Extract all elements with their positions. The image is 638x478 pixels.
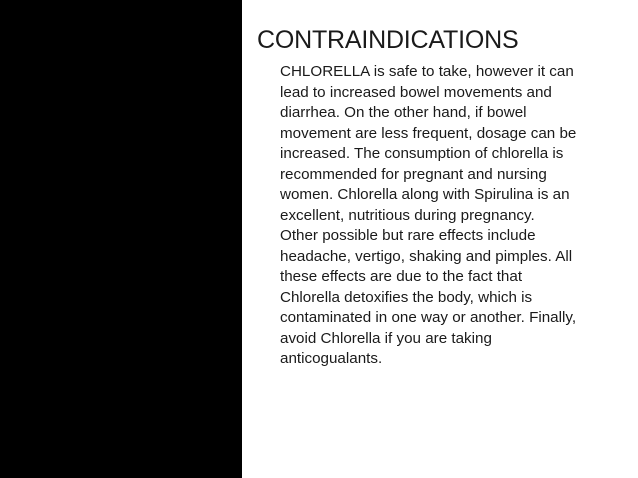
body-line: Other possible but rare effects include [280, 227, 536, 244]
body-line: recommended for pregnant and nursing [280, 165, 547, 183]
body-line: avoid Chlorella if you are taking [280, 329, 492, 347]
body-line: CHLORELLA is safe to take, however it can [280, 63, 574, 80]
body-line: Chlorella detoxifies the body, which is [280, 288, 533, 306]
body-line: increased. The consumption of chlorella is [280, 145, 564, 162]
body-line: contaminated in one way or another. Finally, [280, 309, 577, 326]
body-line: women. Chlorella along with Spirulina is an [280, 186, 570, 203]
body-line: anticogualants. [280, 350, 383, 367]
body-line: diarrhea. On the other hand, if bowel [280, 104, 527, 121]
slide-title: CONTRAINDICATIONS [257, 26, 519, 54]
body-line: headache, vertigo, shaking and pimples. All [280, 247, 573, 265]
slide-body-text [280, 62, 616, 370]
body-line: movement are less frequent, dosage can be [280, 124, 577, 142]
black-side-panel [0, 0, 242, 478]
body-line: excellent, nutritious during pregnancy. [280, 206, 535, 224]
body-line: these effects are due to the fact that [280, 268, 523, 285]
body-line: lead to increased bowel movements and [280, 83, 552, 101]
